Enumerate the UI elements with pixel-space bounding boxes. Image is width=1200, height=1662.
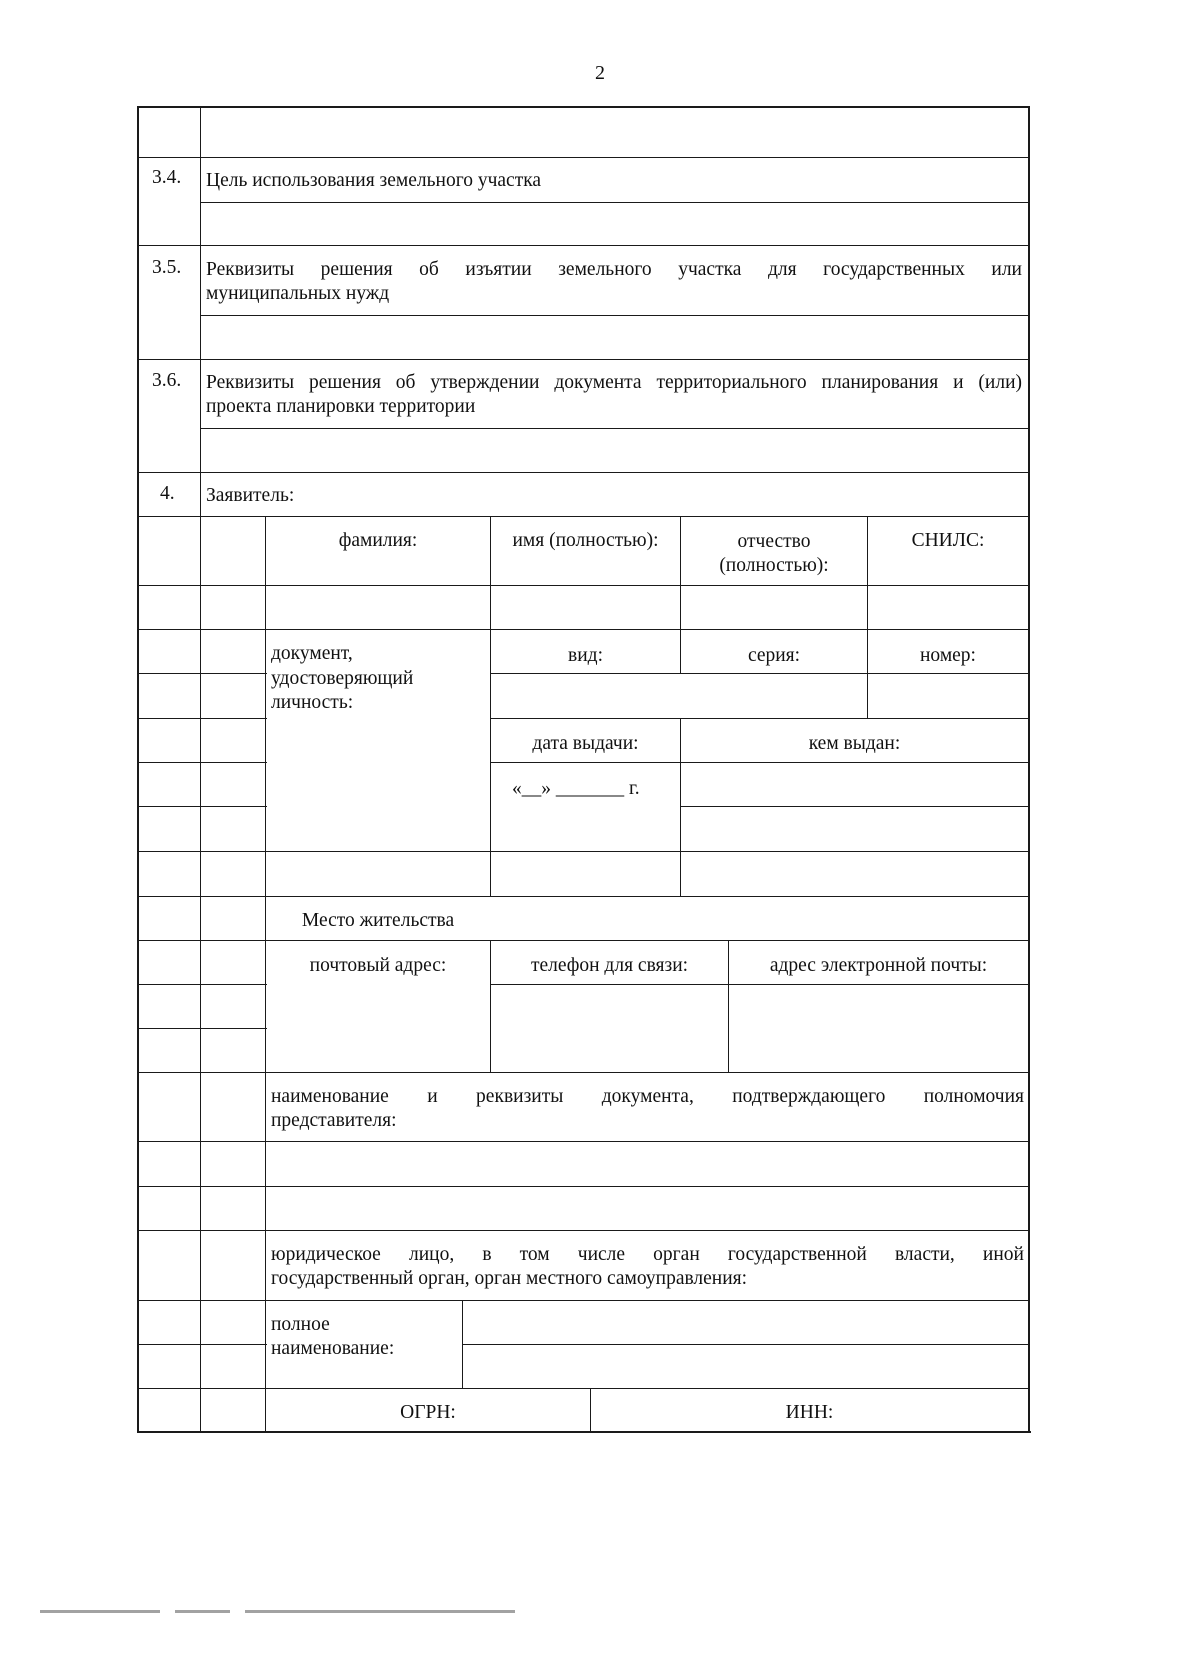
section-3-5-title-line1: Реквизиты решения об изъятии земельного участка для государственных или — [206, 259, 1022, 280]
surname-label: фамилия: — [338, 530, 418, 551]
id-series-label: серия: — [747, 645, 801, 666]
legal-entity-label-line2: государственный орган, орган местного самоуправления: — [271, 1268, 748, 1289]
issued-by-label: кем выдан: — [808, 733, 901, 754]
id-type-label: вид: — [568, 645, 603, 666]
legal-entity-label-line1: юридическое лицо, в том числе орган государственной власти, иной — [271, 1244, 1024, 1265]
postal-address-label: почтовый адрес: — [309, 955, 447, 976]
applicant-heading: Заявитель: — [206, 485, 295, 506]
section-3-5-title-line2: муниципальных нужд — [206, 283, 390, 304]
id-document-label-line3: личность: — [271, 692, 354, 713]
email-label: адрес электронной почты: — [769, 955, 988, 976]
section-3-6-number: 3.6. — [152, 370, 182, 391]
representative-doc-label-line2: представителя: — [271, 1110, 397, 1131]
full-name-label-line1: полное — [271, 1314, 330, 1335]
section-3-5-number: 3.5. — [152, 257, 182, 278]
page-number: 2 — [595, 62, 605, 84]
section-3-4-number: 3.4. — [152, 167, 182, 188]
issue-date-template: «__» _______ г. — [512, 778, 640, 799]
representative-doc-label-line1: наименование и реквизиты документа, подтверждающего полномочия — [271, 1086, 1024, 1107]
id-document-label-line1: документ, — [271, 643, 353, 664]
phone-label: телефон для связи: — [530, 955, 689, 976]
id-number-label: номер: — [920, 645, 976, 666]
first-name-label: имя (полностью): — [512, 530, 659, 551]
inn-label: ИНН: — [785, 1402, 834, 1423]
patronymic-label-line1: отчество — [737, 531, 811, 552]
section-3-4-title: Цель использования земельного участка — [206, 170, 542, 191]
patronymic-label-line2: (полностью): — [719, 555, 829, 576]
section-4-number: 4. — [160, 483, 175, 504]
residence-label: Место жительства — [301, 910, 455, 931]
section-3-6-title-line2: проекта планировки территории — [206, 396, 476, 417]
full-name-label-line2: наименование: — [271, 1338, 395, 1359]
id-document-label-line2: удостоверяющий — [271, 668, 414, 689]
ogrn-label: ОГРН: — [400, 1402, 456, 1423]
section-3-6-title-line1: Реквизиты решения об утверждении документа территориального планирования и (или) — [206, 372, 1022, 393]
snils-label: СНИЛС: — [911, 530, 985, 551]
issue-date-label: дата выдачи: — [532, 733, 639, 754]
